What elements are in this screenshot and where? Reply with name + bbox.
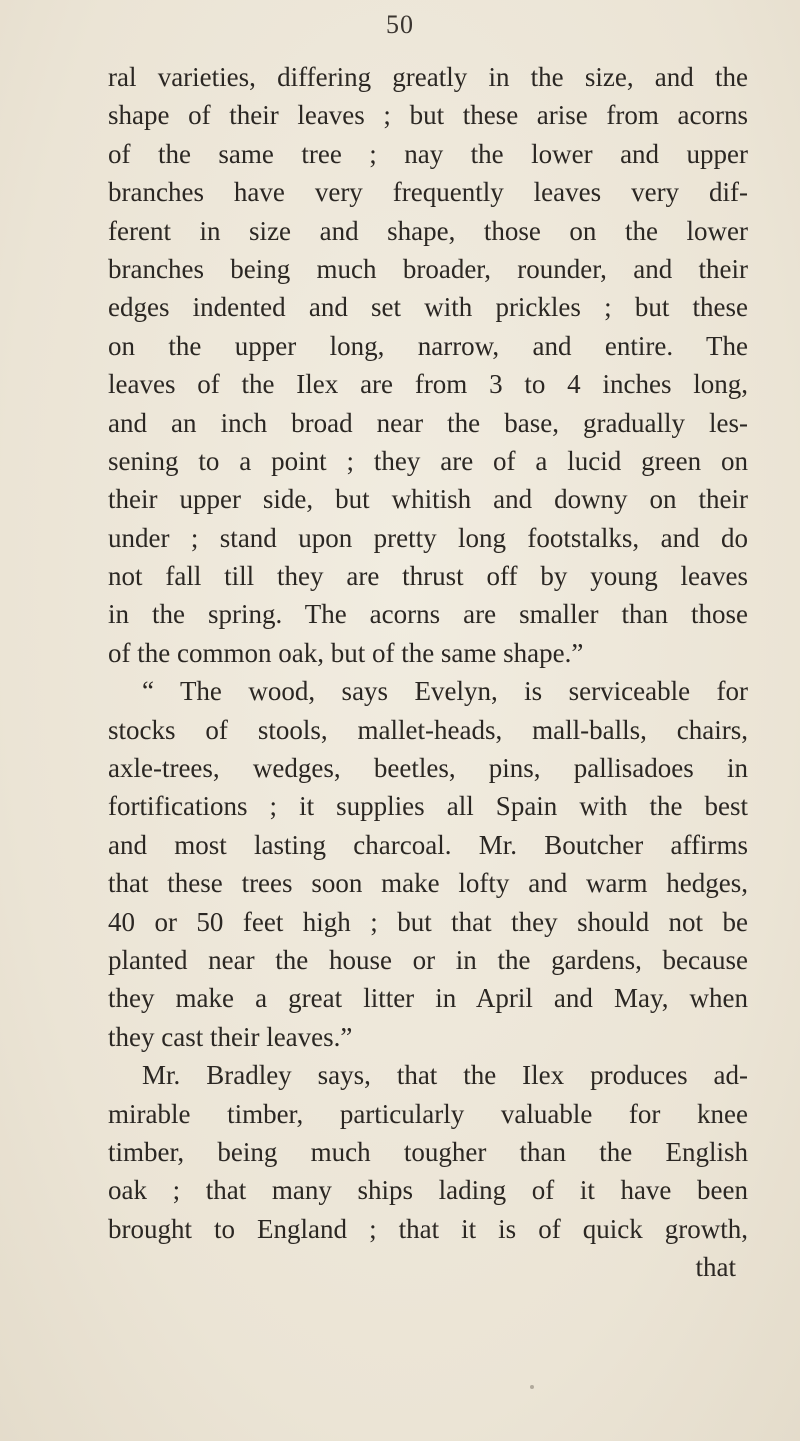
text-line: 40 or 50 feet high ; but that they should not be [108, 906, 748, 937]
body-text [108, 58, 748, 1287]
paragraph-start-line: “ The wood, says Evelyn, is serviceable for [142, 676, 748, 707]
text-line: mirable timber, particularly valuable for knee [108, 1098, 748, 1129]
text-line: oak ; that many ships lading of it have been [108, 1175, 748, 1206]
text-line: timber, being much tougher than the English [108, 1136, 748, 1167]
page-number: 50 [386, 10, 414, 39]
text-line: shape of their leaves ; but these arise from acorns [108, 100, 748, 131]
paragraph-end-line: of the common oak, but of the same shape.” [108, 637, 584, 668]
text-line: edges indented and set with prickles ; but these [108, 292, 748, 323]
text-line: axle-trees, wedges, beetles, pins, pallisadoes in [108, 753, 748, 784]
text-line: ferent in size and shape, those on the lower [108, 215, 748, 246]
text-line: on the upper long, narrow, and entire. The [108, 330, 748, 361]
ink-speck [530, 1385, 534, 1389]
text-line: not fall till they are thrust off by young leaves [108, 561, 748, 592]
text-line: of the same tree ; nay the lower and upper [108, 138, 748, 169]
text-line: fortifications ; it supplies all Spain with the best [108, 791, 748, 822]
text-line: leaves of the Ilex are from 3 to 4 inches long, [108, 369, 748, 400]
paragraph-start-line: Mr. Bradley says, that the Ilex produces ad- [142, 1060, 748, 1091]
text-line: they make a great litter in April and May, when [108, 983, 748, 1014]
text-line: under ; stand upon pretty long footstalks, and do [108, 522, 748, 553]
text-line: stocks of stools, mallet-heads, mall-balls, chairs, [108, 714, 748, 745]
paragraph-end-line: they cast their leaves.” [108, 1021, 353, 1052]
text-line: planted near the house or in the gardens, because [108, 944, 748, 975]
text-line: and an inch broad near the base, gradually les- [108, 407, 748, 438]
text-line: that these trees soon make lofty and warm hedges, [108, 868, 748, 899]
text-line: their upper side, but whitish and downy on their [108, 484, 748, 515]
catchword: that [695, 1252, 736, 1283]
text-line: in the spring. The acorns are smaller than those [108, 599, 748, 630]
text-line: brought to England ; that it is of quick growth, [108, 1213, 748, 1244]
text-line: branches have very frequently leaves very dif- [108, 177, 748, 208]
text-line: sening to a point ; they are of a lucid green on [108, 445, 748, 476]
text-line: and most lasting charcoal. Mr. Boutcher affirms [108, 829, 748, 860]
text-line: ral varieties, differing greatly in the size, and the [108, 62, 748, 92]
text-line: branches being much broader, rounder, and their [108, 253, 748, 284]
